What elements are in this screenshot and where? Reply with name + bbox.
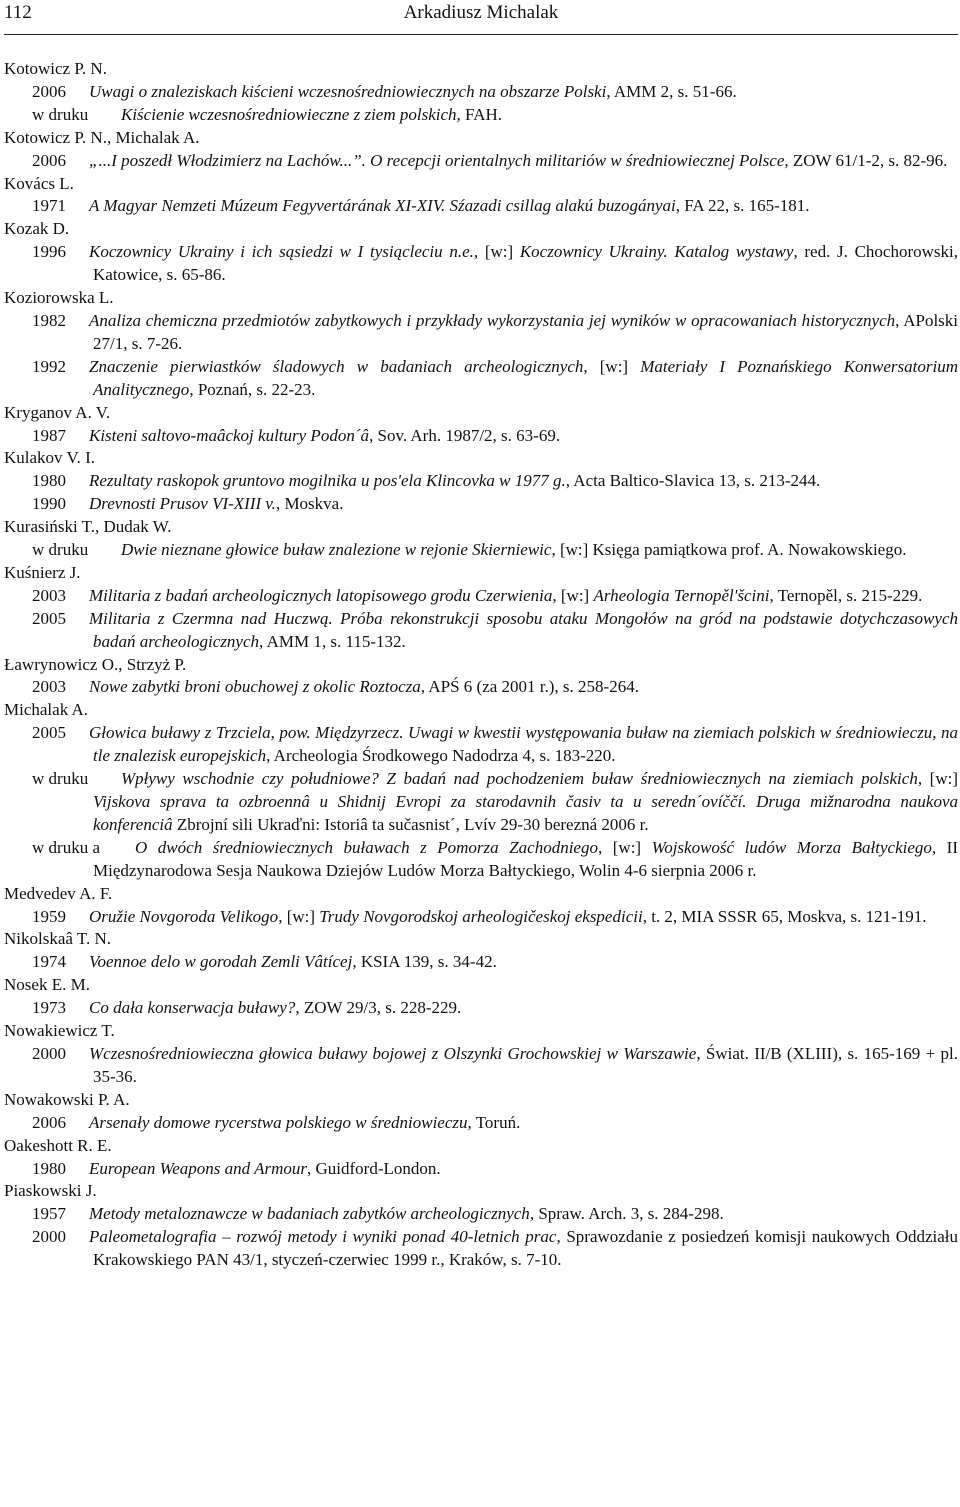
bib-year: 1980 [32, 471, 66, 491]
bib-details: Zbrojní sili Ukraďni: Istoriâ ta sučasnist´, Lvív 29-30 berezná 2006 r. [172, 814, 649, 834]
bib-reference [4, 1226, 958, 1272]
bib-reference [4, 81, 958, 104]
bib-year: 1987 [32, 425, 66, 445]
bib-details: , AMM 2, s. 51-66. [606, 81, 737, 101]
bib-title: O dwóch średniowiecznych buławach z Pomorza Zachodniego [135, 837, 598, 857]
bib-year: 1973 [32, 998, 66, 1018]
bib-title: European Weapons and Armour [89, 1158, 308, 1178]
bib-title: Wczesnośredniowieczna głowica buławy bojowej z Olszynki Grochowskiej w Warszawie [89, 1043, 697, 1063]
bib-year: 1971 [32, 196, 66, 216]
bib-details: , Spraw. Arch. 3, s. 284-298. [529, 1204, 724, 1224]
bib-author: Kryganov A. V. [4, 402, 111, 422]
bib-author: Kovács L. [4, 173, 74, 193]
bib-year: w druku [32, 540, 89, 560]
bib-reference [4, 585, 958, 608]
bib-author: Kotowicz P. N. [4, 59, 107, 78]
bib-details: , Guidford-London. [307, 1158, 441, 1178]
bib-reference [4, 470, 958, 493]
bib-year: 1982 [32, 310, 66, 330]
bib-details: , ZOW 29/3, s. 228-229. [295, 998, 462, 1018]
page-number: 112 [4, 2, 32, 23]
bib-reference [4, 195, 958, 218]
bib-details: , Toruń. [467, 1112, 521, 1132]
bib-year: 1959 [32, 906, 66, 926]
bib-title: Vijskova sprava ta ozbroennâ u Shidnij Evropi za starodavnih časiv ta u seredn´ovíččí. Druga mižnarodna naukova konferenciâ [93, 792, 958, 834]
bib-author: Kotowicz P. N., Michalak A. [4, 127, 200, 147]
bib-title: Wpływy wschodnie czy południowe? Z badań nad pochodzeniem buław średniowiecznych na ziemiach polskich [121, 769, 918, 789]
bib-author: Kozak D. [4, 219, 70, 239]
bib-title: Koczownicy Ukrainy i ich sąsiedzi w I tysiącleciu n.e. [89, 242, 474, 262]
bib-title: Oružie Novgoroda Velikogo [89, 906, 279, 926]
bib-reference [4, 150, 958, 173]
bib-title: Wojskowość ludów Morza Bałtyckiego [651, 837, 932, 857]
bib-title: Kisteni saltovo-maâckoj kultury Podon´â [89, 425, 369, 445]
bib-title: Głowica buławy z Trzciela, pow. Międzyrzecz. Uwagi w kwestii występowania buław na ziemiach polskich w średniowieczu, na tle znalezisk europejskich [89, 723, 958, 766]
bib-reference [4, 241, 958, 287]
bib-year: 2006 [32, 1112, 66, 1132]
bib-reference [4, 676, 958, 699]
bib-reference [4, 539, 958, 562]
bib-author: Kulakov V. I. [4, 448, 95, 468]
bib-year: w druku a [32, 837, 100, 857]
bib-reference [4, 310, 958, 356]
bib-reference [4, 425, 958, 448]
bib-title: Voennoe delo w gorodah Zemli Vâtícej [89, 952, 353, 972]
bib-title: Arsenały domowe rycerstwa polskiego w średniowieczu [89, 1112, 468, 1132]
bib-author: Kurasiński T., Dudak W. [4, 517, 172, 537]
bib-details: , FAH. [456, 104, 503, 124]
bib-reference [4, 951, 958, 974]
bib-title: Koczownicy Ukrainy. Katalog wystawy [519, 242, 794, 262]
bib-title: Kiścienie wczesnośredniowieczne z ziem polskich [121, 104, 457, 124]
bib-title: Rezultaty raskopok gruntovo mogilnika u pos'ela Klincovka w 1977 g. [89, 471, 566, 491]
bib-year: 1980 [32, 1158, 66, 1178]
bib-title: Paleometalografia – rozwój metody i wyniki ponad 40-letnich prac [89, 1227, 557, 1247]
bib-reference [4, 997, 958, 1020]
bib-details: , Moskva. [275, 494, 344, 514]
bib-year: 2003 [32, 677, 66, 697]
bib-reference [4, 356, 958, 402]
bib-reference [4, 1203, 958, 1226]
bib-year: 2006 [32, 81, 66, 101]
bib-details: , APolski 27/1, s. 7-26. [93, 310, 959, 353]
bib-title: A Magyar Nemzeti Múzeum Fegyvertárának XI-XIV. Sźazadi csillag alakú buzogányai [89, 196, 676, 216]
bib-details: , red. J. Chochorowski, Katowice, s. 65-86. [93, 242, 958, 285]
bib-year: 1957 [32, 1204, 66, 1224]
bib-year: 2003 [32, 585, 66, 605]
bib-title: Analiza chemiczna przedmiotów zabytkowych i przykłady wykorzystania jej wyników w opracowaniach historycznych [89, 310, 896, 330]
bib-title: Drevnosti Prusov VI-XIII v. [89, 494, 276, 514]
bib-details: , t. 2, MIA SSSR 65, Moskva, s. 121-191. [642, 906, 927, 926]
bib-details: , [w:] [583, 356, 641, 376]
bib-title: Militaria z Czermna nad Huczwą. Próba rekonstrukcji sposobu ataku Mongołów na gród na podstawie dotychczasowych badań archeologicznych [89, 608, 958, 651]
bib-year: 1992 [32, 356, 66, 376]
bib-year: 1990 [32, 494, 66, 514]
bib-details: , Sprawozdanie z posiedzeń komisji naukowych Oddziału Krakowskiego PAN 43/1, styczeń-czerwiec 1999 r., Kraków, s. 7-10. [93, 1227, 959, 1270]
bib-details: , Ternopěl, s. 215-229. [769, 585, 923, 605]
bib-reference [4, 768, 958, 837]
bib-author: Oakeshott R. E. [4, 1135, 112, 1155]
bib-details: , Świat. II/B (XLIII), s. 165-169 + pl. 35-36. [93, 1043, 958, 1086]
bib-details: , ZOW 61/1-2, s. 82-96. [784, 150, 948, 170]
bib-title: Nowe zabytki broni obuchowej z okolic Roztocza [89, 677, 421, 697]
bib-year: 1996 [32, 242, 66, 262]
bib-year: w druku [32, 769, 89, 789]
bib-reference [4, 1158, 958, 1181]
bib-title: Arheologia Ternopěl'šcini [593, 585, 770, 605]
bib-details: , [w:] [917, 769, 958, 789]
bib-author: Nikolskaâ T. N. [4, 929, 112, 949]
bib-details: , Archeologia Środkowego Nadodrza 4, s. 183-220. [266, 746, 616, 766]
bib-author: Nowakowski P. A. [4, 1089, 130, 1109]
bib-reference [4, 1043, 958, 1089]
bib-details: , [w:] [278, 906, 320, 926]
bib-year: 2000 [32, 1227, 66, 1247]
bib-details: , [w:] [552, 585, 594, 605]
bib-details: , AMM 1, s. 115-132. [259, 631, 406, 651]
bib-reference [4, 493, 958, 516]
running-head: Arkadiusz Michalak [403, 2, 559, 23]
bib-details: , [w:] [473, 242, 520, 262]
bib-details: , II Międzynarodowa Sesja Naukowa Dziejów Ludów Morza Bałtyckiego, Wolin 4-6 sierpnia 2006 r. [93, 837, 958, 880]
bib-year: 2005 [32, 723, 66, 743]
bibliography-list [4, 58, 958, 1272]
bib-title: Trudy Novgorodskoj arheologičeskoj ekspedicii [319, 906, 643, 926]
bib-reference [4, 1112, 958, 1135]
bib-author: Kuśnierz J. [4, 562, 81, 582]
bib-reference [4, 104, 958, 127]
bib-details: , APŚ 6 (za 2001 r.), s. 258-264. [420, 677, 639, 697]
bib-author: Michalak A. [4, 700, 89, 720]
bib-year: 2000 [32, 1043, 66, 1063]
bib-year: w druku [32, 104, 89, 124]
bib-reference [4, 608, 958, 654]
bib-reference [4, 722, 958, 768]
bib-title: „...I poszedł Włodzimierz na Lachów...”. O recepcji orientalnych militariów w średniowiecznej Polsce [89, 150, 785, 170]
bib-title: Dwie nieznane głowice buław znalezione w rejonie Skierniewic [121, 540, 552, 560]
bib-author: Koziorowska L. [4, 288, 114, 308]
bib-author: Piaskowski J. [4, 1181, 97, 1201]
bib-details: , Acta Baltico-Slavica 13, s. 213-244. [565, 471, 821, 491]
bib-author: Nowakiewicz T. [4, 1021, 115, 1041]
bib-year: 2005 [32, 608, 66, 628]
bib-title: Militaria z badań archeologicznych latopisowego grodu Czerwienia [89, 585, 553, 605]
bib-details: , FA 22, s. 165-181. [675, 196, 810, 216]
bib-title: Metody metaloznawcze w badaniach zabytków archeologicznych [89, 1204, 530, 1224]
bib-title: Znaczenie pierwiastków śladowych w badaniach archeologicznych [89, 356, 584, 376]
bib-title: Materiały I Poznańskiego Konwersatorium Analitycznego [93, 356, 958, 399]
header-rule [4, 34, 958, 35]
bib-reference [4, 837, 958, 883]
bib-details: , Poznań, s. 22-23. [189, 379, 316, 399]
bib-year: 2006 [32, 150, 66, 170]
bib-author: Ławrynowicz O., Strzyż P. [4, 654, 187, 674]
bib-details: , Sov. Arh. 1987/2, s. 63-69. [368, 425, 561, 445]
page-header [4, 0, 958, 26]
bib-author: Nosek E. M. [4, 975, 90, 995]
bib-details: , KSIA 139, s. 34-42. [352, 952, 497, 972]
bib-details: , [w:] [597, 837, 652, 857]
bib-details: , [w:] Księga pamiątkowa prof. A. Nowakowskiego. [551, 540, 907, 560]
bib-reference [4, 906, 958, 929]
bib-author: Medvedev A. F. [4, 883, 113, 903]
bib-title: Uwagi o znaleziskach kiścieni wczesnośredniowiecznych na obszarze Polski [89, 81, 607, 101]
bib-title: Co dała konserwacja buławy? [89, 998, 296, 1018]
bib-year: 1974 [32, 952, 66, 972]
